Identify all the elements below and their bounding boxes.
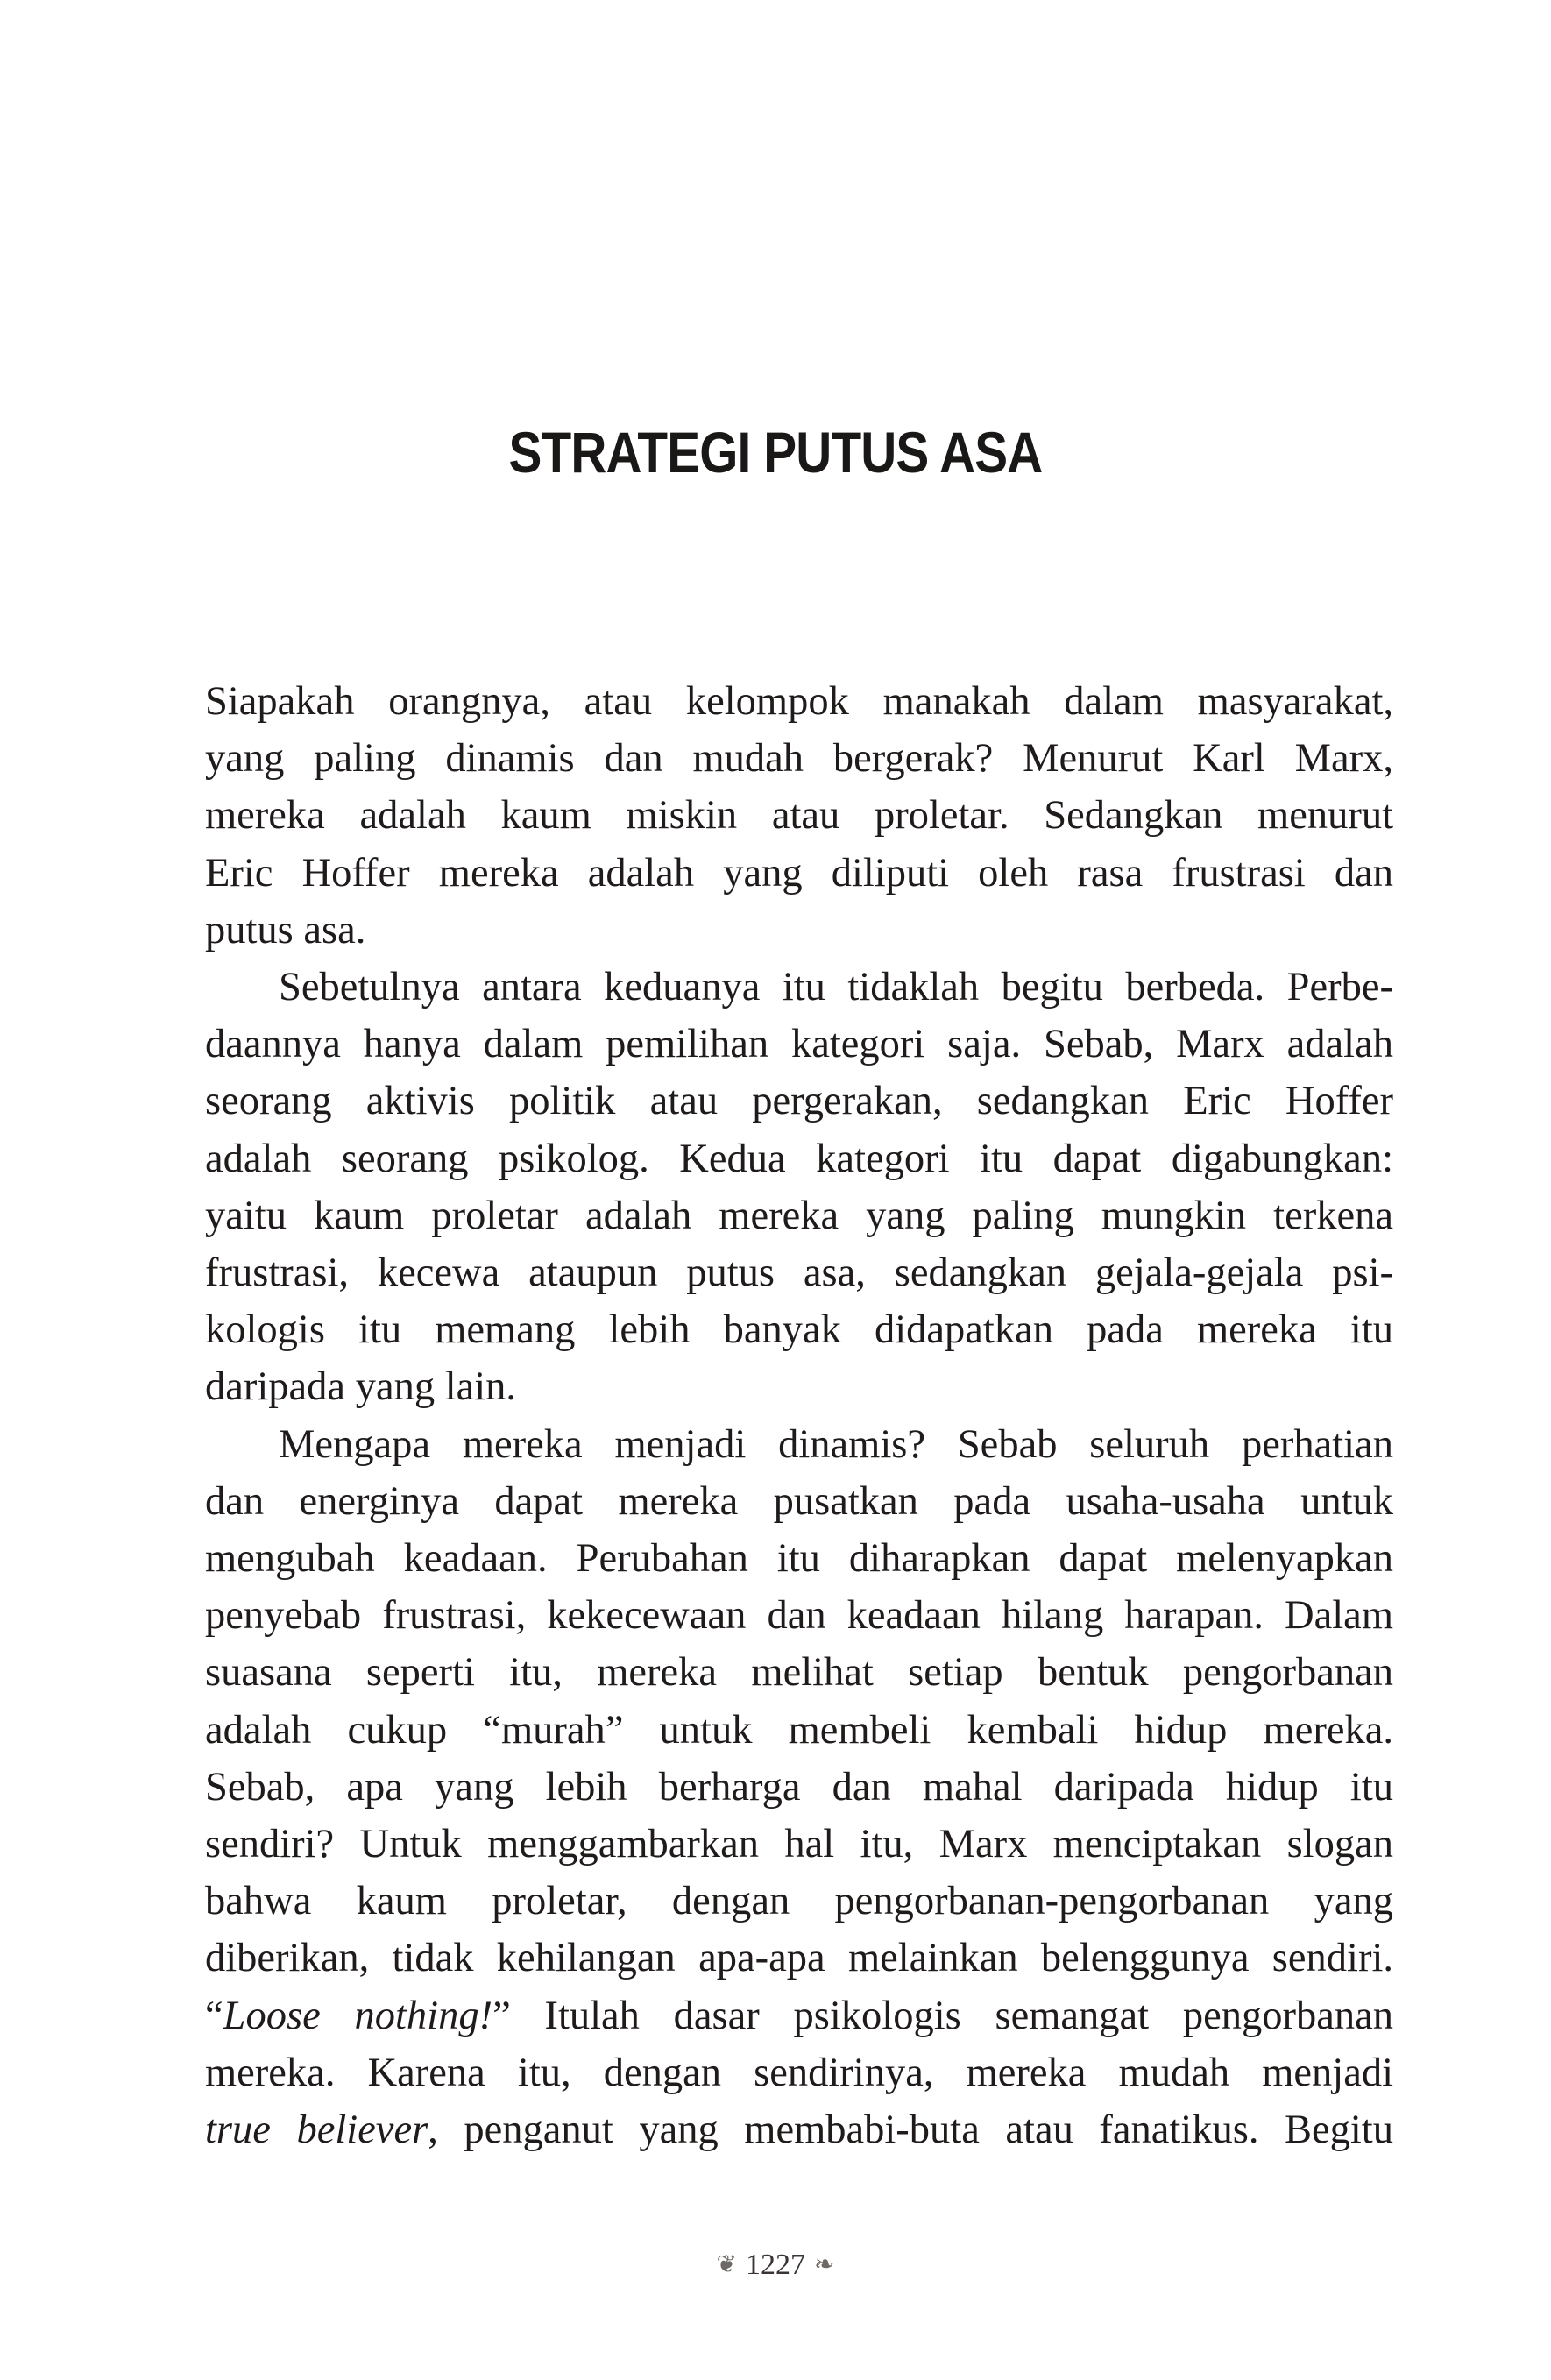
ornament-right-icon: ❧ [814,2251,835,2278]
text-line: suasana seperti itu, mereka melihat setiap bentuk pengorbanan [205,1650,1393,1696]
text-line: Sebetulnya antara keduanya itu tidaklah begitu berbeda. Perbe- [279,965,1393,1010]
text-line: adalah cukup “murah” untuk membeli kembali hidup mereka. [205,1707,1393,1753]
italic-phrase: Loose nothing! [223,1993,493,2038]
text-line: mengubah keadaan. Perubahan itu diharapkan dapat melenyapkan [205,1536,1393,1582]
text-line-italic-term [205,2101,1393,2158]
line-text: ” Itulah dasar psikologis semangat pengorbanan [492,1993,1393,2038]
text-line: frustrasi, kecewa ataupun putus asa, sedangkan gejala-gejala psi- [205,1250,1393,1296]
chapter-title: STRATEGI PUTUS ASA [508,420,1043,485]
text-line: penyebab frustrasi, kekecewaan dan keadaan hilang harapan. Dalam [205,1593,1393,1639]
text-line: mereka adalah kaum miskin atau proletar. Sedangkan menurut [205,793,1393,839]
text-line: diberikan, tidak kehilangan apa-apa melainkan belenggunya sendiri. [205,1936,1393,1981]
text-line: sendiri? Untuk menggambarkan hal itu, Marx menciptakan slogan [205,1822,1393,1867]
page-number: 1227 [746,2249,805,2281]
text-line: seorang aktivis politik atau pergerakan, sedangkan Eric Hoffer [205,1079,1393,1124]
text-line: dan energinya dapat mereka pusatkan pada usaha-usaha untuk [205,1478,1393,1524]
text-line-italic-quote [205,1987,1393,2044]
text-line: yaitu kaum proletar adalah mereka yang paling mungkin terkena [205,1193,1393,1238]
text-line: daannya hanya dalam pemilihan kategori saja. Sebab, Marx adalah [205,1022,1393,1067]
text-line: kologis itu memang lebih banyak didapatkan pada mereka itu [205,1307,1393,1353]
text-line: putus asa. [205,907,366,953]
paragraph-lines [205,673,1393,1987]
text-line: daripada yang lain. [205,1364,517,1410]
text-line: Mengapa mereka menjadi dinamis? Sebab seluruh perhatian [279,1421,1393,1467]
text-line: Eric Hoffer mereka adalah yang diliputi oleh rasa frustrasi dan [205,850,1393,896]
text-line: yang paling dinamis dan mudah bergerak? Menurut Karl Marx, [205,736,1393,782]
text-line: mereka. Karena itu, dengan sendirinya, mereka mudah menjadi [205,2050,1393,2095]
text-line: bahwa kaum proletar, dengan pengorbanan-pengorbanan yang [205,1879,1393,1924]
text-line: Siapakah orangnya, atau kelompok manakah dalam masyarakat, [205,679,1393,724]
text-line: Sebab, apa yang lebih berharga dan mahal daripada hidup itu [205,1764,1393,1810]
page-footer [0,2249,1551,2282]
open-quote: “ [205,1993,223,2038]
italic-term: true believer [205,2107,428,2153]
text-line: adalah seorang psikolog. Kedua kategori itu dapat digabungkan: [205,1136,1393,1181]
body-text [205,673,1393,2158]
line-text: , penganut yang membabi-buta atau fanatikus. Begitu [428,2107,1393,2153]
ornament-left-icon: ❦ [716,2251,737,2278]
